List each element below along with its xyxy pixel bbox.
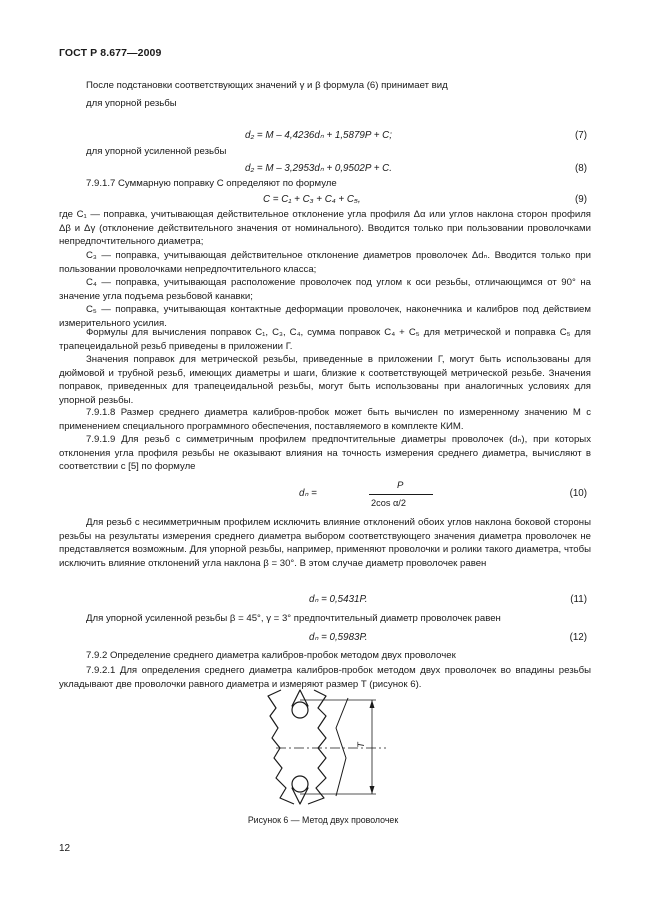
dimension-label-t: T xyxy=(355,742,366,748)
paragraph: Для упорной усиленной резьбы β = 45°, γ = 3° предпочтительный диаметр проволочек равен xyxy=(86,613,501,624)
document-header: ГОСТ Р 8.677—2009 xyxy=(59,47,162,59)
formula-number: (9) xyxy=(575,194,587,205)
paragraph: Значения поправок для метрической резьбы, приведенные в приложении Г, могут быть использованы для дюймовой и трубной резьб, имеющих диаметры и шаги, близкие к соответствующей метрической резьбе. Значения поправок, приведенных для трапецеидальной резьбы, могут быть использованы при аналогичных условиях для упорной резьбы. xyxy=(59,354,591,406)
wire-top xyxy=(292,702,308,718)
formula-9 xyxy=(59,193,591,207)
definition-c4: C₄ — поправка, учитывающая расположение проволочек под углом к оси резьбы, отличающимся от 90° на значение угла подъема резьбовой канавки; xyxy=(59,277,591,302)
figure-caption: Рисунок 6 — Метод двух проволочек xyxy=(247,815,399,825)
paragraph: Для резьб с несимметричным профилем исключить влияние отклонений обоих углов наклона боковой стороны резьбы на результаты измерения среднего диаметра выбором соответствующего значения диаметра проволочек не представляется возможным. Для упорной резьбы, например, применяют проволочки и ролики такого диаметра, чтобы исключить влияние отклонений угла наклона β = 30°. В этом случае диаметр проволочек равен xyxy=(59,517,591,569)
thread-diagram-svg xyxy=(256,688,388,806)
fraction-numerator: P xyxy=(397,480,404,491)
formula-8 xyxy=(59,162,591,176)
formula-expression: d₂ = M – 3,2953dₙ + 0,9502P + C. xyxy=(245,163,392,174)
paragraph: для упорной резьбы xyxy=(86,98,177,109)
formula-number: (12) xyxy=(569,632,587,643)
formula-10 xyxy=(59,480,591,508)
two-wire-method-diagram xyxy=(256,688,388,806)
thread-profile-left xyxy=(268,690,294,804)
section-paragraph: 7.9.1.9 Для резьб с симметричным профилем предпочтительные диаметры проволочек (dₙ), при которых отклонения угла профиля резьбы не оказывают влияния на точность измерения среднего диаметра, вычисляют в соответствии с [5] по формуле xyxy=(59,434,591,473)
formula-number: (10) xyxy=(569,488,587,499)
paragraph: Формулы для вычисления поправок C₁, C₃, C₄, сумма поправок C₄ + C₅ для метрической и поправка C₅ для трапецеидальной резьб приведены в приложении Г. xyxy=(59,327,591,352)
formula-11 xyxy=(59,593,591,607)
thread-profile-right xyxy=(308,690,326,804)
paragraph: для упорной усиленной резьбы xyxy=(86,146,227,157)
definition-c1: где C₁ — поправка, учитывающая действительное отклонение угла профиля Δα или углов наклона сторон профиля Δβ и Δγ (отклонение действительного значения от номинального). Вводится только при пользовании проволочками непредпочтительного диаметра; xyxy=(59,209,591,248)
formula-7 xyxy=(59,129,591,143)
formula-expression: dₙ = 0,5983P. xyxy=(309,632,368,643)
page-number: 12 xyxy=(59,843,71,854)
wire-bottom xyxy=(292,776,308,792)
section-paragraph: 7.9.1.7 Суммарную поправку C определяют по формуле xyxy=(86,178,337,189)
fraction xyxy=(299,473,435,515)
thread-side-line xyxy=(336,698,348,796)
section-paragraph: 7.9.2.1 Для определения среднего диаметра калибров-пробок методом двух проволочек во впадины резьбы укладывают две проволочки равного диаметра и измеряют размер T (рисунок 6). xyxy=(59,665,591,690)
formula-12 xyxy=(59,631,591,645)
section-paragraph: 7.9.1.8 Размер среднего диаметра калибров-пробок может быть вычислен по измеренному значению M с применением специального программного обеспечения, поставляемого в комплекте КИМ. xyxy=(59,407,591,432)
formula-number: (8) xyxy=(575,163,587,174)
formula-expression: C = C₁ + C₃ + C₄ + C₅, xyxy=(263,194,361,205)
formula-expression: d₂ = M – 4,4236dₙ + 1,5879P + C; xyxy=(245,130,392,141)
formula-number: (7) xyxy=(575,130,587,141)
section-paragraph: 7.9.2 Определение среднего диаметра калибров-пробок методом двух проволочек xyxy=(86,650,456,661)
definition-c5: C₅ — поправка, учитывающая контактные деформации проволочек, наконечника и калибров под действием измерительного усилия. xyxy=(59,304,591,329)
fraction-denominator: 2cos α/2 xyxy=(371,498,406,508)
formula-lhs: dₙ = xyxy=(299,488,317,499)
formula-number: (11) xyxy=(570,594,587,605)
paragraph: После подстановки соответствующих значений γ и β формула (6) принимает вид xyxy=(86,80,448,91)
fraction-bar xyxy=(369,494,433,495)
definition-c3: C₃ — поправка, учитывающая действительное отклонение диаметров проволочек Δdₙ. Вводится только при пользовании проволочками непредпочтительного класса; xyxy=(59,250,591,275)
formula-expression: dₙ = 0,5431P. xyxy=(309,594,368,605)
